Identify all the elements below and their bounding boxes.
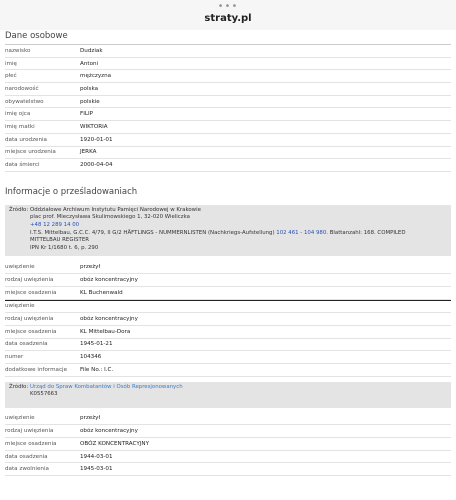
table-row [5, 438, 451, 451]
row-value: KL Mittelbau-Dora [80, 325, 451, 338]
table-row [5, 121, 451, 134]
row-value: obóz koncentracyjny [80, 313, 451, 326]
row-label: data zwolnienia [5, 463, 80, 476]
row-label: miejsce osadzenia [5, 325, 80, 338]
row-label: uwięzienie [5, 261, 80, 273]
table-row [5, 450, 451, 463]
table-row [5, 83, 451, 96]
source-code: K0557663 [30, 391, 58, 398]
table-row [5, 57, 451, 70]
row-label: obywatelstwo [5, 95, 80, 108]
table-row [5, 313, 451, 326]
archive-address: plac prof. Mieczysława Skulimowskiego 1, 32-020 Wieliczka [30, 214, 190, 221]
table-row [5, 301, 451, 313]
source-label: Źródło: [9, 206, 29, 213]
personal-data-table [5, 45, 451, 172]
row-label: miejsce urodzenia [5, 146, 80, 159]
table-row [5, 95, 451, 108]
table-row [5, 108, 451, 121]
row-value: obóz koncentracyjny [80, 274, 451, 287]
source-register: MITTELBAU REGISTER [30, 237, 89, 244]
row-value: mężczyzna [80, 70, 451, 83]
table-row [5, 363, 451, 376]
table-row [5, 425, 451, 438]
source-signature: IPN Kr 1/1680 t. 6, p. 290 [30, 244, 99, 251]
number-range-link[interactable]: 102 461 - 104 980 [276, 229, 327, 236]
table-row [5, 325, 451, 338]
row-label: data osadzenia [5, 338, 80, 351]
table-row [5, 463, 451, 476]
row-value: KL Buchenwald [80, 286, 451, 299]
row-value: obóz koncentracyjny [80, 425, 451, 438]
row-value: OBÓZ KONCENTRACYJNY [80, 438, 451, 451]
row-value: Dudziak [80, 45, 451, 57]
row-label: imię [5, 57, 80, 70]
row-label: uwięzienie [5, 301, 80, 313]
browser-bar [0, 0, 456, 30]
site-domain[interactable]: straty.pl [204, 13, 252, 24]
source-label: Źródło: [9, 383, 29, 390]
row-label: miejsce osadzenia [5, 286, 80, 299]
more-icon[interactable]: ••• [217, 1, 239, 12]
row-label: data śmierci [5, 159, 80, 172]
row-label: rodzaj uwięzienia [5, 274, 80, 287]
row-value: polskie [80, 95, 451, 108]
source-box-udskior [5, 382, 451, 408]
row-label: data urodzenia [5, 133, 80, 146]
row-label: uwięzienie [5, 413, 80, 425]
source-office-link[interactable]: Urząd do Spraw Kombatantów i Osób Represjonowanych [30, 383, 183, 390]
row-value: FILIP [80, 108, 451, 121]
row-value: przeżył [80, 261, 451, 273]
row-label: miejsce osadzenia [5, 438, 80, 451]
row-value: 1945-01-21 [80, 338, 451, 351]
row-value: File No.: I.C. [80, 363, 451, 376]
section-title-personal: Dane osobowe [5, 31, 451, 45]
table-row [5, 413, 451, 425]
row-value: 104346 [80, 351, 451, 364]
row-value: polska [80, 83, 451, 96]
source-citation-cont: . Blattanzahl: 168. COMPILED [326, 229, 406, 236]
row-label: rodzaj uwięzienia [5, 425, 80, 438]
row-value: Antoni [80, 57, 451, 70]
table-row [5, 351, 451, 364]
section-title-persecution: Informacje o prześladowaniach [5, 186, 138, 197]
row-label: narodowość [5, 83, 80, 96]
row-label: data osadzenia [5, 450, 80, 463]
source-box-ipn [5, 205, 451, 257]
table-row [5, 286, 451, 299]
table-row [5, 70, 451, 83]
table-row [5, 338, 451, 351]
imprisonment-table-1 [5, 261, 451, 299]
row-value: JERKA [80, 146, 451, 159]
row-value: WIKTORIA [80, 121, 451, 134]
row-value: przeżył [80, 413, 451, 425]
row-label: imię matki [5, 121, 80, 134]
row-value: 2000-04-04 [80, 159, 451, 172]
table-row [5, 133, 451, 146]
row-value: 1944-03-01 [80, 450, 451, 463]
row-value: 1945-03-01 [80, 463, 451, 476]
row-label: imię ojca [5, 108, 80, 121]
row-label: numer [5, 351, 80, 364]
row-label: dodatkowe informacje [5, 363, 80, 376]
table-row [5, 146, 451, 159]
row-label: płeć [5, 70, 80, 83]
source-citation: I.T.S. Mittelbau, G.C.C. 4/79, II G/2 HÄFTLINGS - NUMMERNLISTEN (Nachkriegs-Aufstellung) [30, 229, 277, 236]
archive-phone-link[interactable]: +48 12 289 14 00 [30, 222, 80, 229]
row-label: rodzaj uwięzienia [5, 313, 80, 326]
table-row [5, 159, 451, 172]
archive-name: Oddziałowe Archiwum Instytutu Pamięci Narodowej w Krakowie [30, 206, 201, 213]
row-value: 1920-01-01 [80, 133, 451, 146]
table-row [5, 274, 451, 287]
imprisonment-table-2 [5, 301, 451, 377]
table-row [5, 261, 451, 273]
imprisonment-table-3 [5, 413, 451, 476]
row-value [80, 301, 451, 313]
row-label: nazwisko [5, 45, 80, 57]
table-row [5, 45, 451, 57]
